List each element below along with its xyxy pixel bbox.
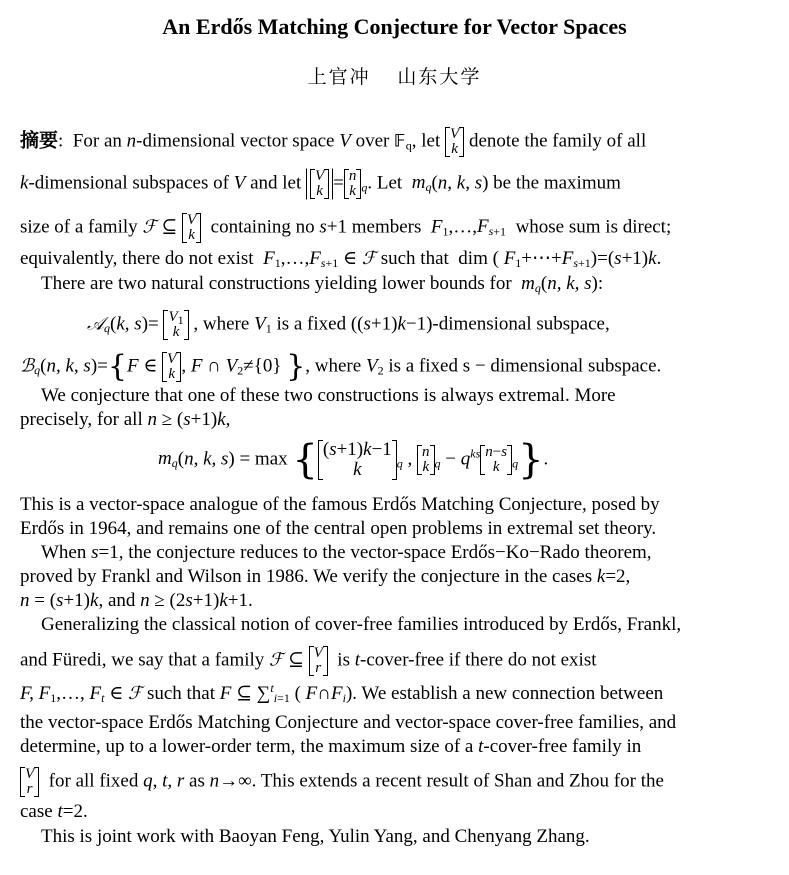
abstract-line-6: 𝒜$_q$(k, s)= $V_1$ k , where $V_1$ is a fixed ((s+1)k−1)-dimensional subspace, xyxy=(87,309,610,340)
abstract-line-9: precisely, for all n ≥ (s+1)k, xyxy=(20,409,231,430)
abstract-line-5: There are two natural constructions yielding lower bounds for $m_q(n$, k, s): xyxy=(41,273,604,295)
abstract-line-22: case t=2. xyxy=(20,801,88,822)
abstract-line-23: This is joint work with Baoyan Feng, Yulin Yang, and Chenyang Zhang. xyxy=(41,826,590,847)
abstract-line-20: determine, up to a lower-order term, the maximum size of a t-cover-free family in xyxy=(20,736,642,757)
abstract-line-2: k-dimensional subspaces of V and let V k = n k $_q$. Let $m_q(n$, k, s) be the maximum xyxy=(20,168,621,199)
abstract-line-19: the vector-space Erdős Matching Conjecture and vector-space cover-free families, and xyxy=(20,712,677,733)
abstract-line-15: n = (s+1)k, and n ≥ (2s+1)k+1. xyxy=(20,590,253,611)
abstract-line-17: and Füredi, we say that a family ℱ ⊆ V r is t-cover-free if there do not exist xyxy=(20,645,597,676)
abstract-line-1: 摘要: For an n-dimensional vector space V over 𝔽$_q$, let V k denote the family of all xyxy=(20,126,647,157)
abstract-line-3: size of a family ℱ ⊆ V k containing no s+1 members $F_1,\dots,F_{s+1}$ whose sum is direct; xyxy=(20,212,672,243)
abstract-label: 摘要 xyxy=(20,130,59,152)
abstract-line-12: Erdős in 1964, and remains one of the central open problems in extremal set theory. xyxy=(20,518,657,539)
abstract-line-18: F, $F_1,\dots$, $F_t$ ∈ ℱ such that F ⊆ ∑$^t_{i=1}$ ( $F\cap F_i$). We establish a new connection between xyxy=(20,681,664,705)
abstract-line-11: This is a vector-space analogue of the famous Erdős Matching Conjecture, posed by xyxy=(20,494,660,515)
abstract-line-21: V r for all fixed q, t, r as n→∞. This extends a recent result of Shan and Zhou for the xyxy=(20,767,664,797)
author-affiliation: 山东大学 xyxy=(397,67,482,88)
abstract-line-7: ℬ$_q$(n, k, s)={F ∈ V k , F ∩ $V_2\ne\{0\}$ }, where $V_2$ is a fixed s − dimensional subspace. xyxy=(20,349,662,384)
author-line xyxy=(0,62,789,89)
abstract-line-10-formula: $m_q(n$, k, s) = max { (s+1)k−1 k $_q$ , n k $_q - q^{ks}$ n−s k $_q$}. xyxy=(158,437,549,483)
abstract-line-14: proved by Frankl and Wilson in 1986. We verify the conjecture in the cases k=2, xyxy=(20,566,631,587)
paper-title: An Erdős Matching Conjecture for Vector Spaces xyxy=(162,14,627,39)
author-name: 上官冲 xyxy=(307,67,371,88)
abstract-line-4: equivalently, there do not exist $F_1,\dots,F_{s+1}$ ∈ ℱ such that dim ( $F_1+\cdots+F_{s+1})=(s+1)k$. xyxy=(20,248,662,270)
abstract-line-16: Generalizing the classical notion of cover-free families introduced by Erdős, Frankl, xyxy=(41,614,682,635)
abstract-line-13: When s=1, the conjecture reduces to the vector-space Erdős−Ko−Rado theorem, xyxy=(41,542,652,563)
abstract-line-8: We conjecture that one of these two constructions is always extremal. More xyxy=(41,385,616,406)
